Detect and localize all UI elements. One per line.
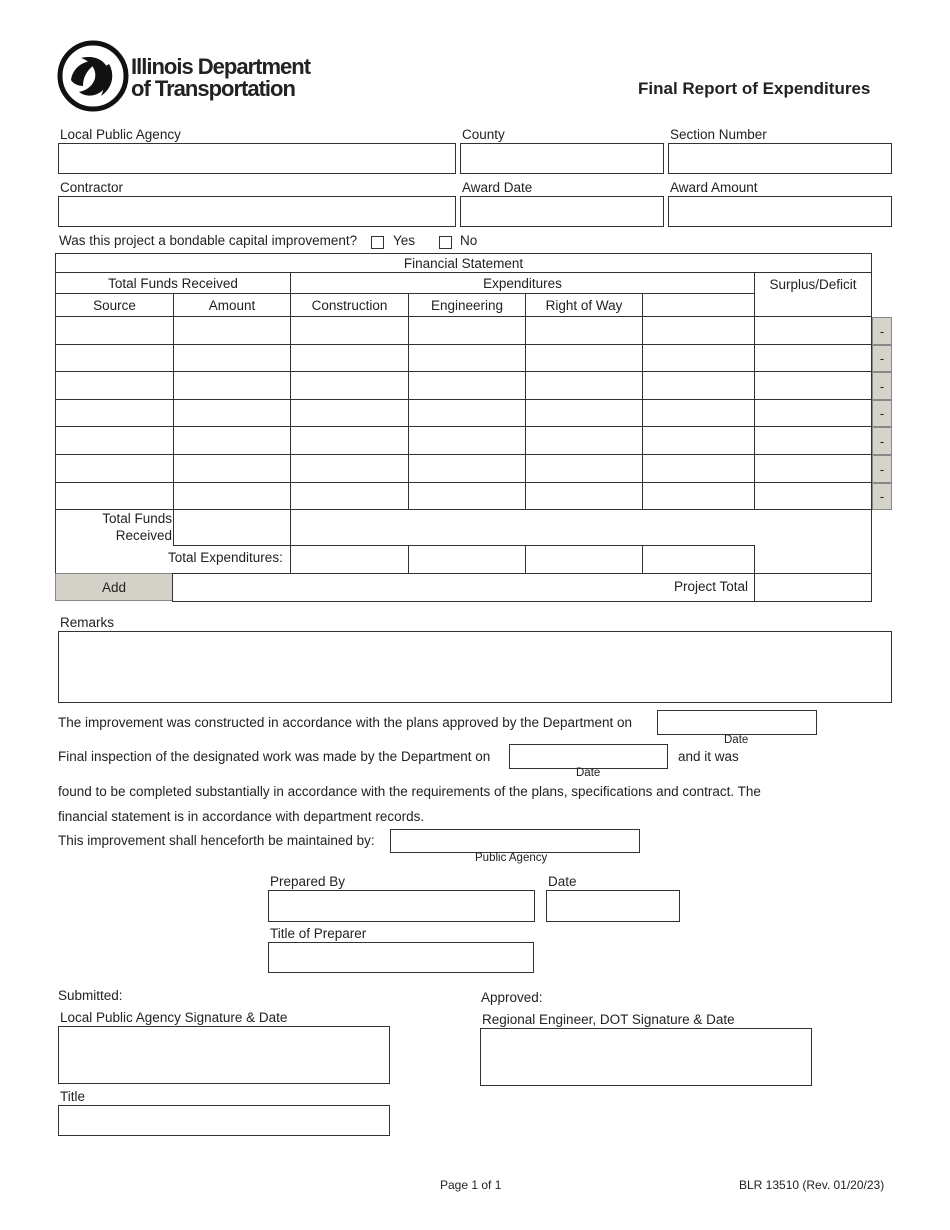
add-row-button[interactable]: Add [55,573,173,601]
column-header-6 [642,293,755,317]
remove-row-button[interactable]: - [872,427,892,455]
maintained-by-statement: This improvement shall henceforth be maintained by: [58,833,375,848]
table-cell[interactable] [754,344,872,372]
idot-logo-icon [57,40,129,112]
column-header-4: Engineering [408,293,526,317]
table-cell[interactable] [754,316,872,345]
table-cell[interactable] [55,344,174,372]
table-cell[interactable] [55,426,174,455]
approved-label: Approved: [481,990,543,1005]
award-amount-label: Award Amount [670,180,758,195]
and-it-was-text: and it was [678,749,739,764]
table-cell[interactable] [55,399,174,427]
award-amount-input[interactable] [668,196,892,227]
public-agency-input[interactable] [390,829,640,853]
column-header-5: Right of Way [525,293,643,317]
regional-engineer-signature-input[interactable] [480,1028,812,1086]
bondable-question: Was this project a bondable capital improvement? [59,233,358,248]
column-header-3: Construction [290,293,409,317]
table-cell[interactable] [408,344,526,372]
table-cell[interactable] [290,344,409,372]
remove-row-button[interactable]: - [872,372,892,400]
financial-statement-title: Financial Statement [55,253,872,273]
logo-text-line1: Illinois Department [131,54,311,79]
table-cell[interactable] [642,482,755,510]
table-cell[interactable] [525,371,643,400]
prepared-date-label: Date [548,874,577,889]
total-funds-received-header: Total Funds Received [55,272,291,294]
award-date-label: Award Date [462,180,533,195]
project-total-value[interactable] [754,573,872,602]
page-number: Page 1 of 1 [440,1178,502,1192]
table-cell[interactable] [525,344,643,372]
total-expenditure-cell[interactable] [290,545,409,574]
section-number-input[interactable] [668,143,892,174]
found-statement-line2: financial statement is in accordance with department records. [58,809,425,824]
table-cell[interactable] [754,454,872,483]
table-cell[interactable] [173,371,291,400]
table-cell[interactable] [173,482,291,510]
local-public-agency-input[interactable] [58,143,456,174]
table-cell[interactable] [290,371,409,400]
remarks-label: Remarks [60,615,115,630]
table-cell[interactable] [290,454,409,483]
table-cell[interactable] [408,426,526,455]
total-expenditure-cell[interactable] [408,545,526,574]
prepared-by-input[interactable] [268,890,535,922]
table-cell[interactable] [642,344,755,372]
table-cell[interactable] [642,316,755,345]
table-cell[interactable] [525,399,643,427]
table-cell[interactable] [525,426,643,455]
table-cell[interactable] [408,482,526,510]
table-cell[interactable] [55,371,174,400]
table-cell[interactable] [525,482,643,510]
prepared-date-input[interactable] [546,890,680,922]
logo-text-line2: of Transportation [131,76,295,101]
contractor-input[interactable] [58,196,456,227]
project-total-label: Project Total [674,579,749,594]
table-cell[interactable] [290,426,409,455]
inspection-date-caption: Date [576,767,601,779]
total-expenditures-label: Total Expenditures: [168,550,283,565]
form-number: BLR 13510 (Rev. 01/20/23) [739,1178,885,1192]
lpa-signature-input[interactable] [58,1026,390,1084]
title-of-preparer-input[interactable] [268,942,534,973]
county-label: County [462,127,505,142]
table-cell[interactable] [754,426,872,455]
table-cell[interactable] [173,426,291,455]
bondable-yes-checkbox[interactable] [371,236,384,249]
bondable-no-checkbox[interactable] [439,236,452,249]
lpa-title-input[interactable] [58,1105,390,1136]
bondable-yes-label: Yes [393,233,416,248]
remove-row-button[interactable]: - [872,455,892,483]
table-cell[interactable] [290,482,409,510]
prepared-by-label: Prepared By [270,874,346,889]
form-title: Final Report of Expenditures [638,79,871,98]
table-cell[interactable] [408,316,526,345]
table-cell[interactable] [642,399,755,427]
expenditures-header: Expenditures [290,272,755,294]
contractor-label: Contractor [60,180,124,195]
table-cell[interactable] [290,399,409,427]
title-of-preparer-label: Title of Preparer [270,926,367,941]
remove-row-button[interactable]: - [872,400,892,427]
constructed-statement: The improvement was constructed in accordance with the plans approved by the Department on [58,715,633,730]
idot-logo [57,40,317,112]
lpa-title-label: Title [60,1089,86,1104]
remove-row-button[interactable]: - [872,483,892,510]
table-cell[interactable] [290,316,409,345]
total-expenditure-cell[interactable] [525,545,643,574]
table-cell[interactable] [55,454,174,483]
table-cell[interactable] [408,371,526,400]
total-funds-received-label: Total Funds Received [102,511,172,543]
local-public-agency-label: Local Public Agency [60,127,181,142]
total-funds-received-value[interactable] [173,509,291,546]
table-cell[interactable] [55,482,174,510]
section-number-label: Section Number [670,127,767,142]
county-input[interactable] [460,143,664,174]
table-cell[interactable] [754,371,872,400]
table-cell[interactable] [55,316,174,345]
plans-approved-date-caption: Date [724,734,749,746]
plans-approved-date-input[interactable] [657,710,817,735]
table-cell[interactable] [173,344,291,372]
found-statement-line1: found to be completed substantially in accordance with the requirements of the plans, specifications and contract. The [58,784,761,799]
lpa-signature-label: Local Public Agency Signature & Date [60,1010,288,1025]
bondable-no-label: No [460,233,478,248]
table-cell[interactable] [642,371,755,400]
award-date-input[interactable] [460,196,664,227]
table-cell[interactable] [173,316,291,345]
table-cell[interactable] [525,454,643,483]
table-cell[interactable] [408,399,526,427]
regional-engineer-signature-label: Regional Engineer, DOT Signature & Date [482,1012,735,1027]
surplus-deficit-header: Surplus/Deficit [754,272,872,317]
column-header-1: Source [55,293,174,317]
remove-row-button[interactable]: - [872,317,892,345]
inspection-date-input[interactable] [509,744,668,769]
table-cell[interactable] [642,454,755,483]
remove-row-button[interactable]: - [872,345,892,372]
total-expenditure-cell[interactable] [642,545,755,574]
table-cell[interactable] [173,454,291,483]
column-header-2: Amount [173,293,291,317]
inspection-statement: Final inspection of the designated work was made by the Department on [58,749,491,764]
table-cell[interactable] [525,316,643,345]
table-cell[interactable] [642,426,755,455]
remarks-textarea[interactable] [58,631,892,703]
table-cell[interactable] [754,399,872,427]
table-cell[interactable] [754,482,872,510]
submitted-label: Submitted: [58,988,123,1003]
table-cell[interactable] [173,399,291,427]
table-cell[interactable] [408,454,526,483]
public-agency-caption: Public Agency [475,852,548,864]
